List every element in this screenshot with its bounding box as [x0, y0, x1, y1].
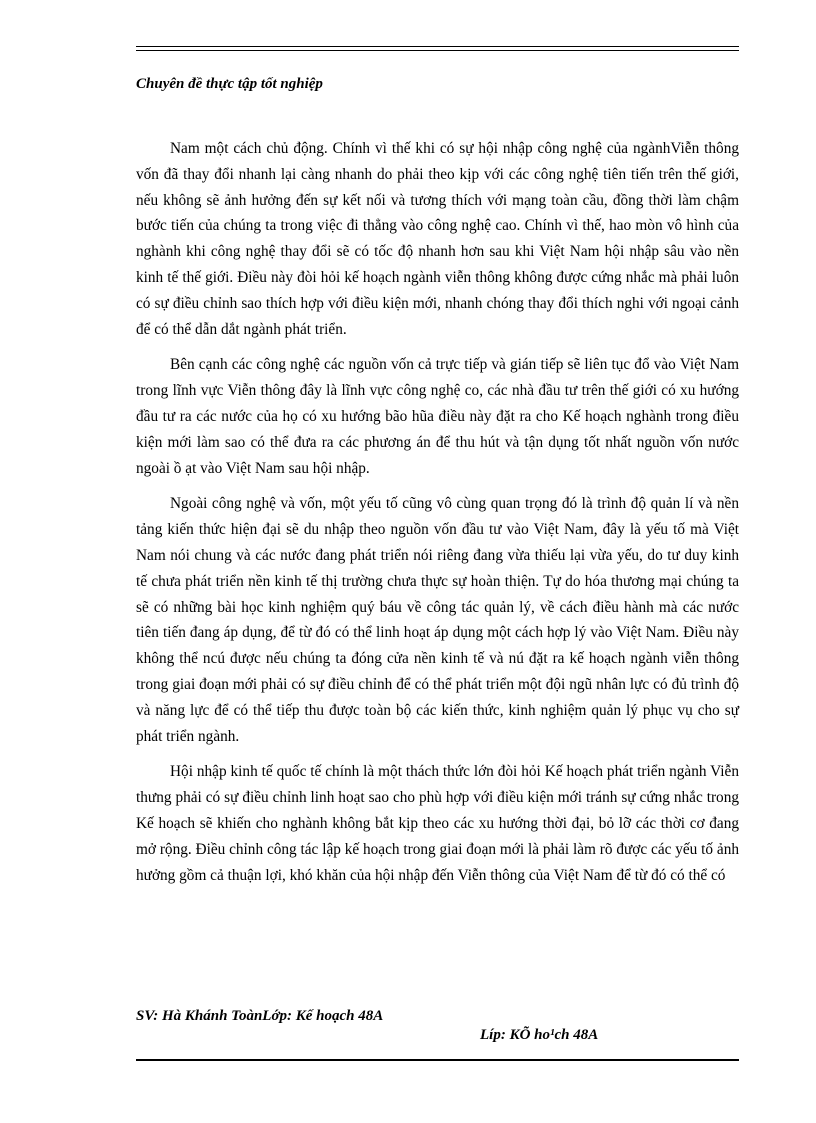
header-title: Chuyên đề thực tập tốt nghiệp	[136, 76, 323, 92]
header-rule	[136, 46, 739, 51]
paragraph: Nam một cách chủ động. Chính vì thế khi có sự hội nhập công nghệ của ngànhViễn thông vốn đã thay đổi nhanh lại càng nhanh do phải theo kịp với các công nghệ tiên tiến trên thế giới, nếu không sẽ ảnh hưởng đến sự kết nối và tương thích với mạng toàn cầu, đồng thời làm chậm bước tiến của chúng ta trong việc đi thẳng vào công nghệ cao. Chính vì thế, hao mòn vô hình của nghành khi công nghệ thay đổi sẽ có tốc độ nhanh hơn sau khi Việt Nam hội nhập sâu vào nền kinh tế thế giới. Điều này đòi hỏi kế hoạch ngành viễn thông không được cứng nhắc mà phải luôn có sự điều chỉnh sao thích hợp với điều kiện mới, nhanh chóng thay đổi thích nghi với ngoại cảnh để có thể dẫn dắt ngành phát triển.	[136, 140, 739, 338]
footer-rule	[136, 1059, 739, 1061]
footer-student-name: SV: Hà Khánh ToànLớp: Kế hoạch 48A	[136, 1008, 384, 1024]
paragraph: Bên cạnh các công nghệ các nguồn vốn cả trực tiếp và gián tiếp sẽ liên tục đổ vào Việt Nam trong lĩnh vực Viễn thông đây là lĩnh vực công nghệ co, các nhà đầu tư trên thế giới có xu hướng đầu tư ra các nước của họ có xu hướng bão hũa điều này đặt ra cho Kế hoạch nghành trong điều kiện mới làm sao có thể đưa ra các phương án để thu hút và tận dụng tốt nhất nguồn vốn nước ngoài ồ ạt vào Việt Nam sau hội nhập.	[136, 356, 739, 477]
paragraph: Hội nhập kinh tế quốc tế chính là một thách thức lớn đòi hỏi Kế hoạch phát triển ngành Viễn thưng phải có sự điều chỉnh linh hoạt sao cho phù hợp với điều kiện mới tránh sự cứng nhắc trong Kế hoạch sẽ khiến cho nghành không bắt kịp theo các xu hướng thời đại, bỏ lỡ các thời cơ đang mở rộng. Điều chỉnh công tác lập kế hoạch trong giai đoạn mới là phải làm rõ được các yếu tố ảnh hưởng gồm cả thuận lợi, khó khăn của hội nhập đến Viễn thông của Việt Nam để từ đó có thể có	[136, 763, 739, 884]
paragraph: Ngoài công nghệ và vốn, một yếu tố cũng vô cùng quan trọng đó là trình độ quản lí và nền tảng kiến thức hiện đại sẽ du nhập theo nguồn vốn đầu tư vào Việt Nam, đây là yếu tố mà Việt Nam nói chung và các nước đang phát triển nói riêng đang vừa thiếu lại vừa yếu, do tư duy kinh tế chưa phát triển nền kinh tế thị trường chưa thực sự hoàn thiện. Tự do hóa thương mại chúng ta sẽ có những bài học kinh nghiệm quý báu về công tác quản lý, về cách điều hành mà các nước tiên tiến đang áp dụng, để từ đó có thể linh hoạt áp dụng một cách hợp lý vào Việt Nam. Điều này không thể ncú được nếu chúng ta đóng cửa nền kinh tế và nú đặt ra kế hoạch ngành viễn thông trong giai đoạn mới phải có sự điều chỉnh để có thể phát triển một đội ngũ nhân lực có đủ trình độ và năng lực để có thể tiếp thu được toàn bộ các kiến thức, kinh nghiệm quản lý phục vụ cho sự phát triển ngành.	[136, 495, 739, 745]
body-text	[136, 136, 739, 898]
footer-class-label: Líp: KÕ ho¹ch 48A	[480, 1027, 599, 1043]
